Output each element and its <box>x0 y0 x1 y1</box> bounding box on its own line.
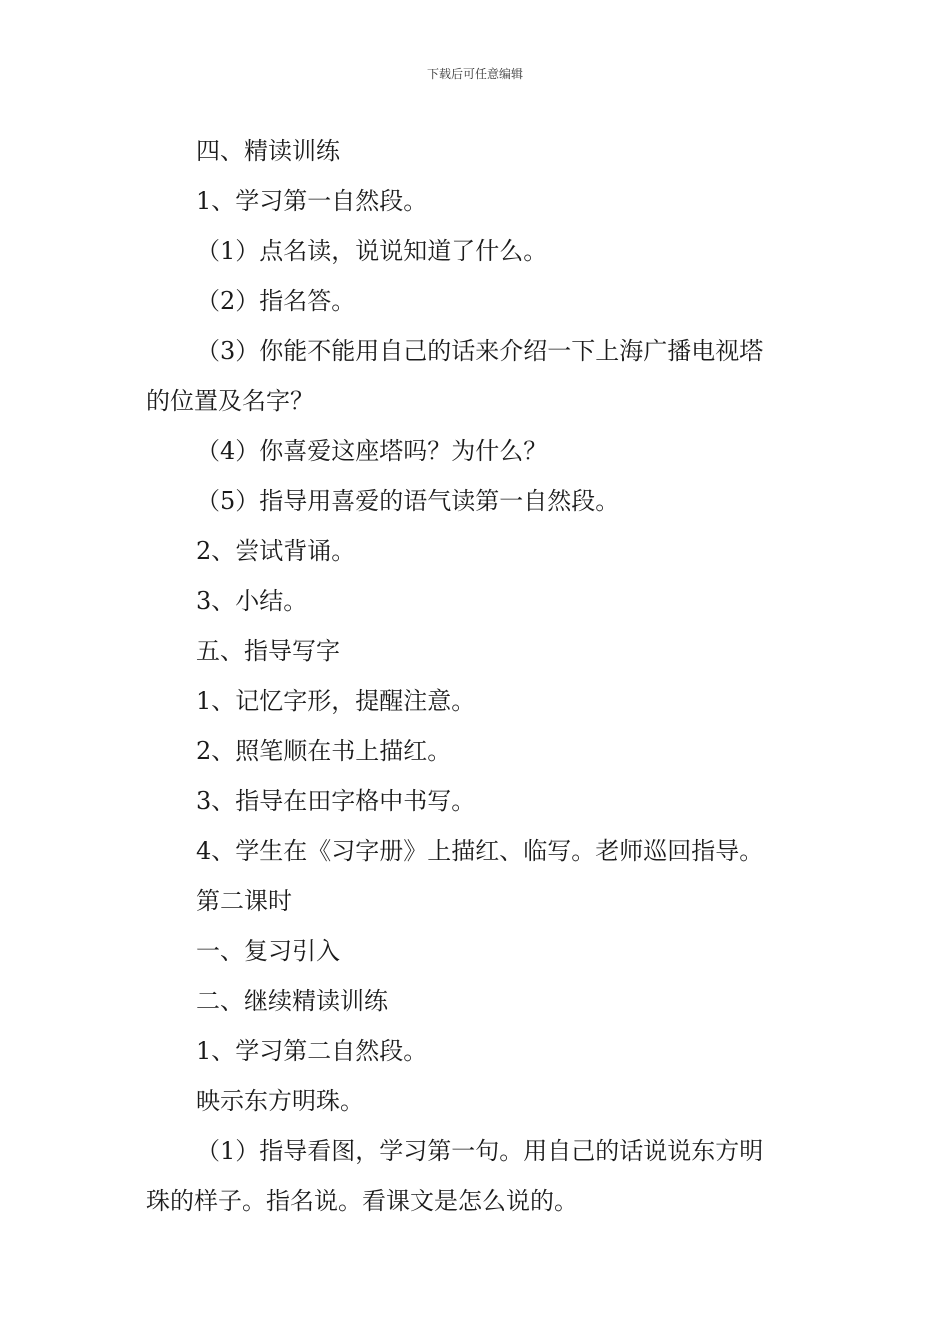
document-body <box>146 126 810 1226</box>
section-heading: 二、继续精读训练 <box>196 987 388 1015</box>
section-heading: 四、精读训练 <box>196 137 340 165</box>
paragraph: 映示东方明珠。 <box>196 1087 364 1115</box>
sub-item: （1）指导看图，学习第一句。用自己的话说说东方明 <box>196 1137 764 1165</box>
sub-item-continuation: 的位置及名字？ <box>146 387 314 415</box>
list-item: 4、学生在《习字册》上描红、临写。老师巡回指导。 <box>196 837 764 865</box>
list-item: 1、学习第一自然段。 <box>196 187 428 215</box>
list-item: 3、小结。 <box>196 587 308 615</box>
lesson-heading: 第二课时 <box>196 887 292 915</box>
sub-item: （3）你能不能用自己的话来介绍一下上海广播电视塔 <box>196 337 764 365</box>
list-item: 2、尝试背诵。 <box>196 537 356 565</box>
sub-item: （4）你喜爱这座塔吗？为什么？ <box>196 437 548 465</box>
list-item: 3、指导在田字格中书写。 <box>196 787 476 815</box>
page-header-note: 下载后可任意编辑 <box>426 67 523 81</box>
list-item: 2、照笔顺在书上描红。 <box>196 737 452 765</box>
sub-item: （5）指导用喜爱的语气读第一自然段。 <box>196 487 620 515</box>
sub-item: （1）点名读，说说知道了什么。 <box>196 237 548 265</box>
sub-item-continuation: 珠的样子。指名说。看课文是怎么说的。 <box>146 1187 578 1215</box>
section-heading: 五、指导写字 <box>196 637 340 665</box>
list-item: 1、学习第二自然段。 <box>196 1037 428 1065</box>
section-heading: 一、复习引入 <box>196 937 340 965</box>
sub-item: （2）指名答。 <box>196 287 356 315</box>
list-item: 1、记忆字形，提醒注意。 <box>196 687 476 715</box>
